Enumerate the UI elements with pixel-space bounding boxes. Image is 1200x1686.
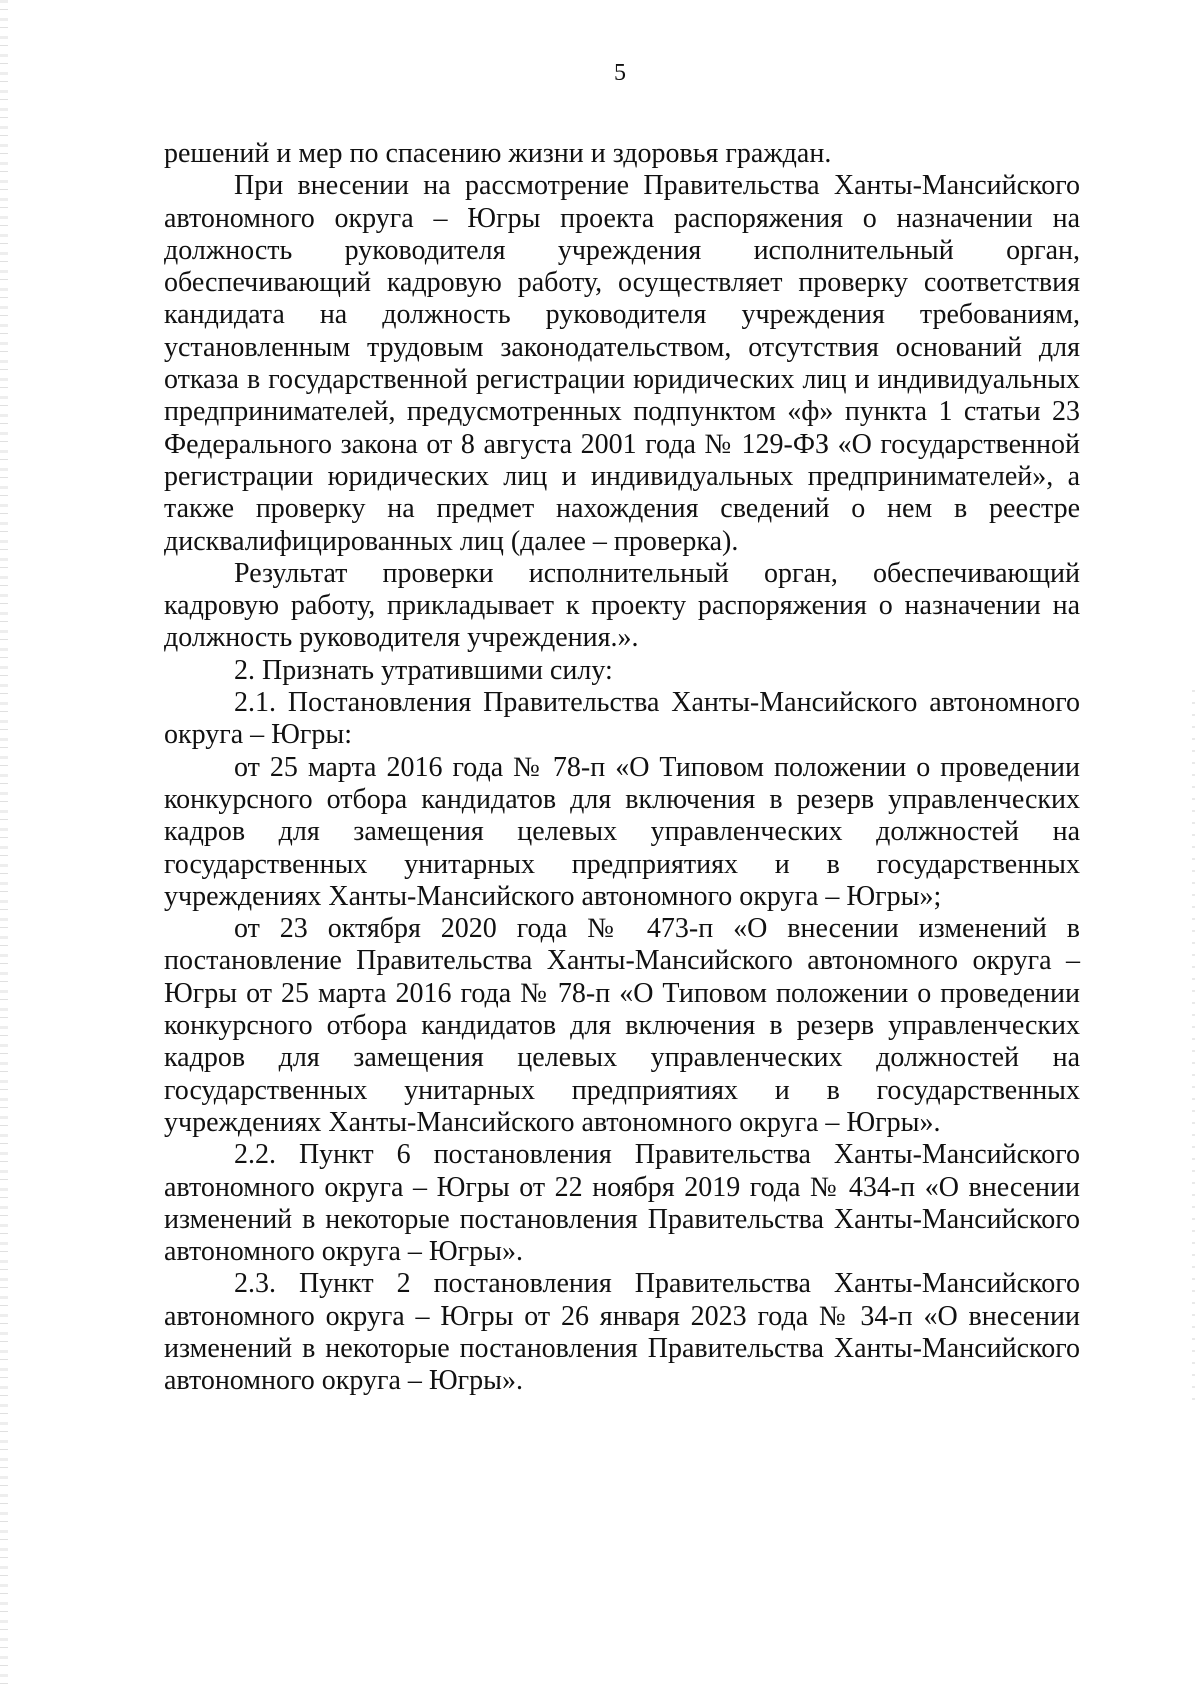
paragraph-4: 2. Признать утратившими силу: bbox=[234, 654, 613, 686]
document-body bbox=[164, 138, 1080, 1398]
paragraph-8: 2.2. Пункт 6 постановления Правительства Ханты-Мансийского автономного округа – Югры от 22 ноября 2019 года № 434-п «О внесении изменений в некоторые постановления Правительства Ханты-Мансийского автономного округа – Югры». bbox=[164, 1139, 1080, 1268]
paragraph-6: от 25 марта 2016 года № 78-п «О Типовом положении о проведении конкурсного отбора кандидатов для включения в резерв управленческих кадров для замещения целевых управленческих должностей на государственных унитарных предприятиях и в государственных учреждениях Ханты-Мансийского автономного округа – Югры»; bbox=[164, 751, 1080, 912]
scan-edge-right bbox=[1192, 690, 1195, 1410]
paragraph-9: 2.3. Пункт 2 постановления Правительства Ханты-Мансийского автономного округа – Югры от 26 января 2023 года № 34-п «О внесении изменений в некоторые постановления Правительства Ханты-Мансийского автономного округа – Югры». bbox=[164, 1268, 1080, 1397]
paragraph-2: При внесении на рассмотрение Правительства Ханты-Мансийского автономного округа – Югры проекта распоряжения о назначении на должность руководителя учреждения исполнительный орган, обеспечивающий кадровую работу, осуществляет проверку соответствия кандидата на должность руководителя учреждения требованиям, установленным трудовым законодательством, отсутствия оснований для отказа в государственной регистрации юридических лиц и индивидуальных предпринимателей, предусмотренных подпунктом «ф» пункта 1 статьи 23 Федерального закона от 8 августа 2001 года № 129-ФЗ «О государственной регистрации юридических лиц и индивидуальных предпринимателей», а также проверку на предмет нахождения сведений о нем в реестре дисквалифицированных лиц (далее – проверка). bbox=[164, 170, 1080, 557]
paragraph-1: решений и мер по спасению жизни и здоровья граждан. bbox=[164, 138, 832, 169]
page-number: 5 bbox=[614, 60, 626, 86]
paragraph-7: от 23 октября 2020 года № 473-п «О внесении изменений в постановление Правительства Ханты-Мансийского автономного округа – Югры от 25 марта 2016 года № 78-п «О Типовом положении о проведении конкурсного отбора кандидатов для включения в резерв управленческих кадров для замещения целевых управленческих должностей на государственных унитарных предприятиях и в государственных учреждениях Ханты-Мансийского автономного округа – Югры». bbox=[164, 913, 1080, 1138]
paragraph-3: Результат проверки исполнительный орган, обеспечивающий кадровую работу, прикладывает к проекту распоряжения о назначении на должность руководителя учреждения.». bbox=[164, 557, 1080, 654]
paragraph-5: 2.1. Постановления Правительства Ханты-Мансийского автономного округа – Югры: bbox=[164, 687, 1080, 751]
scan-edge-left bbox=[0, 0, 8, 1686]
